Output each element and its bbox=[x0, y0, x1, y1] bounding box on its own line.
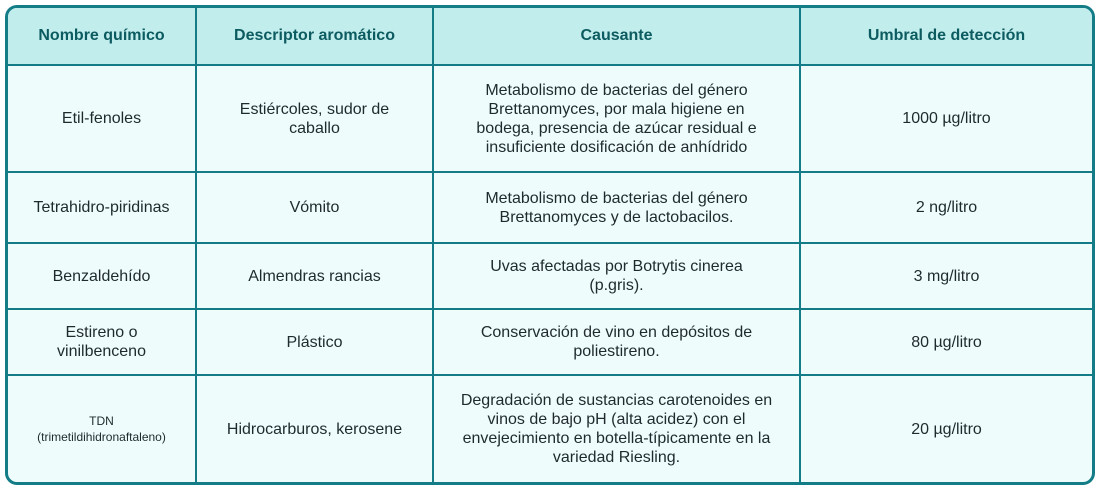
compounds-table-frame bbox=[5, 5, 1095, 485]
table-row bbox=[8, 243, 1092, 309]
aroma-descriptor-cell: Almendras rancias bbox=[196, 243, 433, 309]
table-row bbox=[8, 65, 1092, 172]
compounds-table bbox=[8, 8, 1092, 482]
aroma-descriptor-cell: Vómito bbox=[196, 172, 433, 243]
cause-cell: Conservación de vino en depósitos de poliestireno. bbox=[433, 309, 800, 375]
chemical-name-cell: Etil-fenoles bbox=[8, 65, 196, 172]
aroma-descriptor-cell: Estiércoles, sudor de caballo bbox=[196, 65, 433, 172]
chemical-name-cell: Estireno o vinilbenceno bbox=[8, 309, 196, 375]
threshold-cell: 2 ng/litro bbox=[800, 172, 1092, 243]
table-header-row bbox=[8, 8, 1092, 65]
aroma-descriptor-cell: Plástico bbox=[196, 309, 433, 375]
table-row bbox=[8, 172, 1092, 243]
threshold-cell: 3 mg/litro bbox=[800, 243, 1092, 309]
chemical-name-cell: Tetrahidro-piridinas bbox=[8, 172, 196, 243]
chemical-name-cell: Benzaldehído bbox=[8, 243, 196, 309]
cause-cell: Degradación de sustancias carotenoides en vinos de bajo pH (alta acidez) con el envejecimiento en botella-típicamente en la variedad Riesling. bbox=[433, 375, 800, 482]
table-row bbox=[8, 309, 1092, 375]
cause-cell: Metabolismo de bacterias del género Brettanomyces, por mala higiene en bodega, presencia de azúcar residual e insuficiente dosificación de anhídrido bbox=[433, 65, 800, 172]
cause-cell: Uvas afectadas por Botrytis cinerea (p.gris). bbox=[433, 243, 800, 309]
table-row bbox=[8, 375, 1092, 482]
threshold-cell: 80 µg/litro bbox=[800, 309, 1092, 375]
chemical-abbreviation: TDN bbox=[89, 414, 114, 428]
chemical-name-cell bbox=[8, 375, 196, 482]
threshold-cell: 1000 µg/litro bbox=[800, 65, 1092, 172]
header-aroma-descriptor: Descriptor aromático bbox=[196, 8, 433, 65]
aroma-descriptor-cell: Hidrocarburos, kerosene bbox=[196, 375, 433, 482]
header-detection-threshold: Umbral de detección bbox=[800, 8, 1092, 65]
chemical-full-name: (trimetildihidronaftaleno) bbox=[37, 430, 166, 444]
cause-cell: Metabolismo de bacterias del género Brettanomyces y de lactobacilos. bbox=[433, 172, 800, 243]
threshold-cell: 20 µg/litro bbox=[800, 375, 1092, 482]
header-cause: Causante bbox=[433, 8, 800, 65]
header-chemical-name: Nombre químico bbox=[8, 8, 196, 65]
